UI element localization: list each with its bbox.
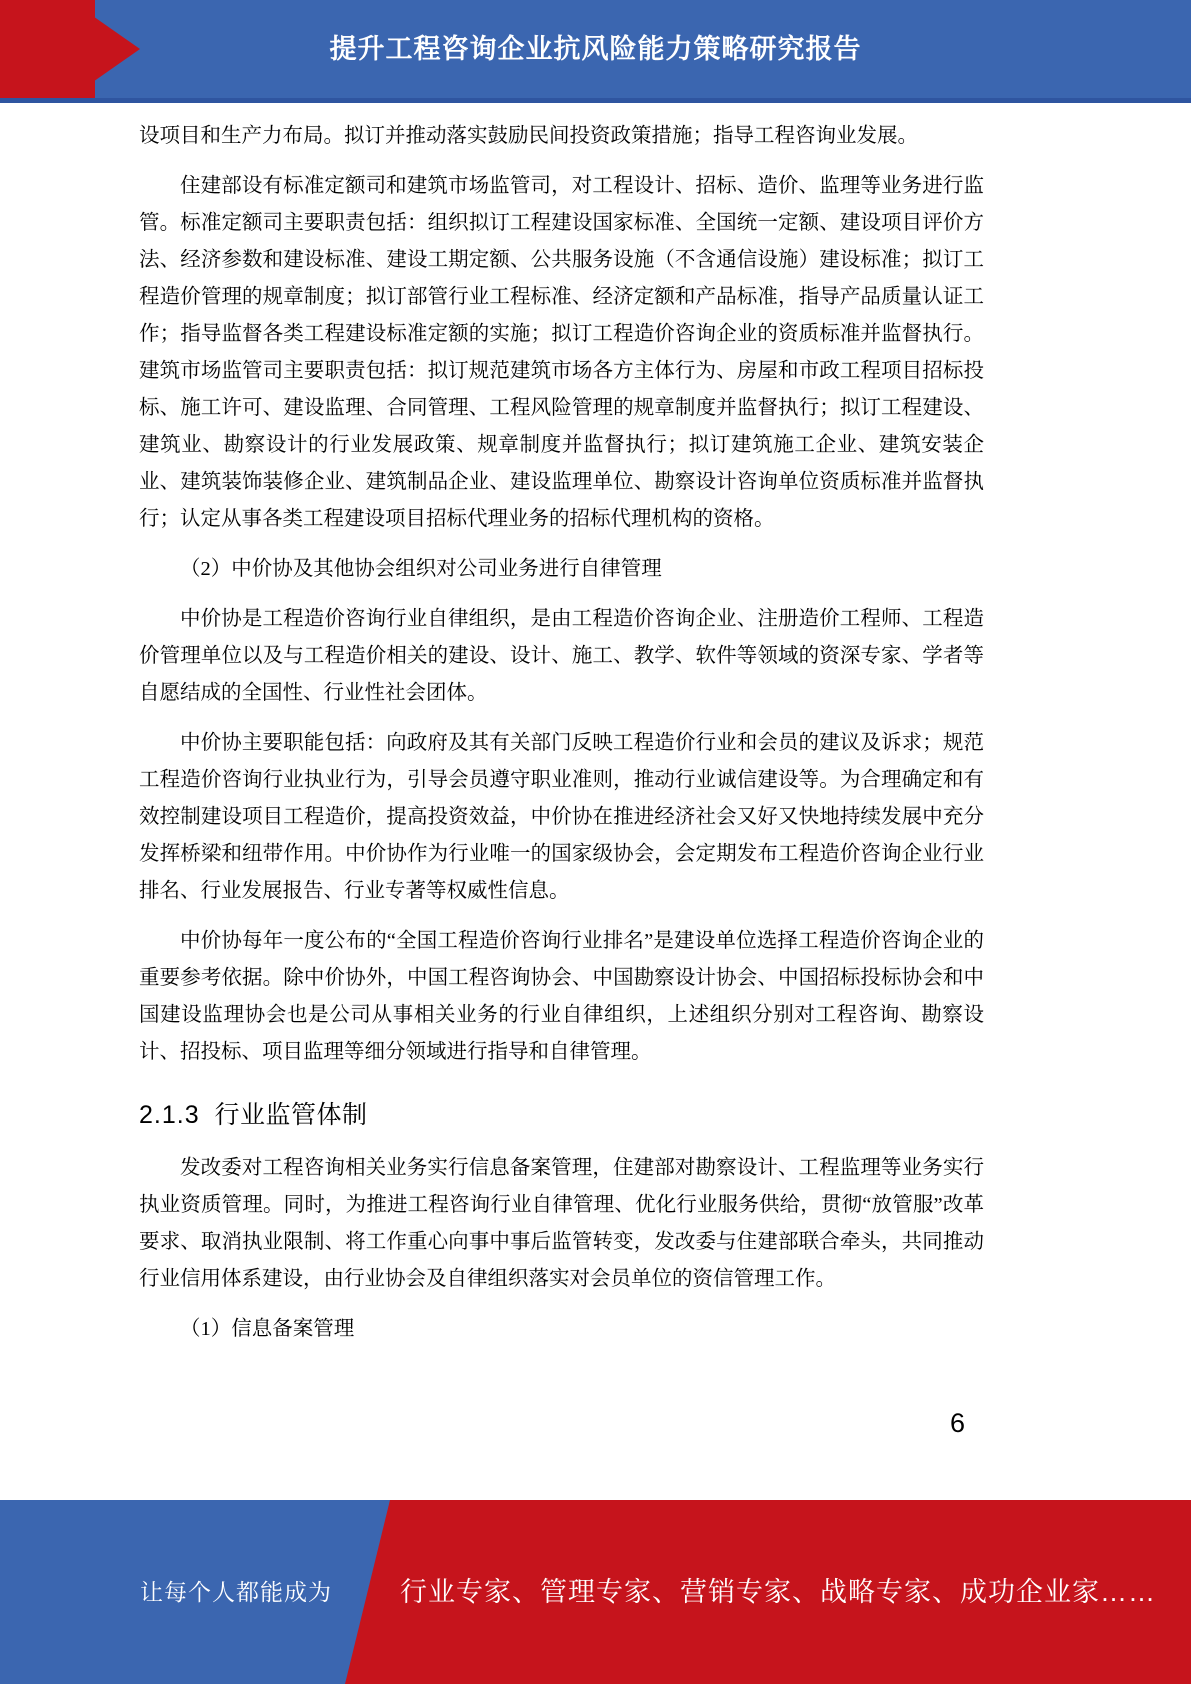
section-heading-text: 行业监管体制 [214, 1101, 368, 1129]
paragraph-regulator-duties: 住建部设有标准定额司和建筑市场监管司，对工程设计、招标、造价、监理等业务进行监管。标准定额司主要职责包括：组织拟订工程建设国家标准、全国统一定额、建设项目评价方法、经济参数和建设标准、建设工期定额、公共服务设施（不含通信设施）建设标准；拟订工程造价管理的规章制度；拟订部管行业工程标准、经济定额和产品标准，指导产品质量认证工作；指导监督各类工程建设标准定额的实施；拟订工程造价咨询企业的资质标准并监督执行。建筑市场监管司主要职责包括：拟订规范建筑市场各方主体行为、房屋和市政工程项目招标投标、施工许可、建设监理、合同管理、工程风险管理的规章制度并监督执行；拟订工程建设、建筑业、勘察设计的行业发展政策、规章制度并监督执行；拟订建筑施工企业、建筑安装企业、建筑装饰装修企业、建筑制品企业、建设监理单位、勘察设计咨询单位资质标准并监督执行；认定从事各类工程建设项目招标代理业务的招标代理机构的资格。 [139, 175, 984, 530]
paragraph-subsection-1: （1）信息备案管理 [180, 1318, 355, 1340]
paragraph-continuation: 设项目和生产力布局。拟订并推动落实鼓励民间投资政策措施；指导工程咨询业发展。 [139, 125, 918, 147]
document-title: 提升工程咨询企业抗风险能力策略研究报告 [329, 34, 862, 64]
paragraph-industry-ranking: 中价协每年一度公布的“全国工程造价咨询行业排名”是建设单位选择工程造价咨询企业的重要参考依据。除中价协外，中国工程咨询协会、中国勘察设计协会、中国招标投标协会和中国建设监理协会也是公司从事相关业务的行业自律组织，上述组织分别对工程咨询、勘察设计、招投标、项目监理等细分领域进行指导和自律管理。 [139, 930, 984, 1063]
page-number: 6 [950, 1408, 966, 1438]
paragraph-supervision-system: 发改委对工程咨询相关业务实行信息备案管理，住建部对勘察设计、工程监理等业务实行执业资质管理。同时，为推进工程咨询行业自律管理、优化行业服务供给，贯彻“放管服”改革要求、取消执业限制、将工作重心向事中事后监管转变，发改委与住建部联合牵头，共同推动行业信用体系建设，由行业协会及自律组织落实对会员单位的资信管理工作。 [139, 1157, 984, 1290]
document-body [139, 118, 984, 1361]
section-number: 2.1.3 [139, 1101, 200, 1129]
header-underline [0, 98, 1191, 103]
paragraph-subsection-2: （2）中价协及其他协会组织对公司业务进行自律管理 [180, 558, 662, 580]
page-footer [0, 1500, 1191, 1684]
page-header [0, 0, 1191, 103]
section-heading [139, 1097, 984, 1134]
paragraph-association-functions: 中价协主要职能包括：向政府及其有关部门反映工程造价行业和会员的建议及诉求；规范工程造价咨询行业执业行为，引导会员遵守职业准则，推动行业诚信建设等。为合理确定和有效控制建设项目工程造价，提高投资效益，中价协在推进经济社会又好又快地持续发展中充分发挥桥梁和纽带作用。中价协作为行业唯一的国家级协会，会定期发布工程造价咨询企业行业排名、行业发展报告、行业专著等权威性信息。 [139, 732, 984, 902]
footer-slogan-right: 行业专家、管理专家、营销专家、战略专家、成功企业家…… [400, 1577, 1156, 1607]
paragraph-association-definition: 中价协是工程造价咨询行业自律组织，是由工程造价咨询企业、注册造价工程师、工程造价管理单位以及与工程造价相关的建设、设计、施工、教学、软件等领域的资深专家、学者等自愿结成的全国性、行业性社会团体。 [139, 608, 984, 704]
footer-slogan-left: 让每个人都能成为 [140, 1579, 332, 1605]
